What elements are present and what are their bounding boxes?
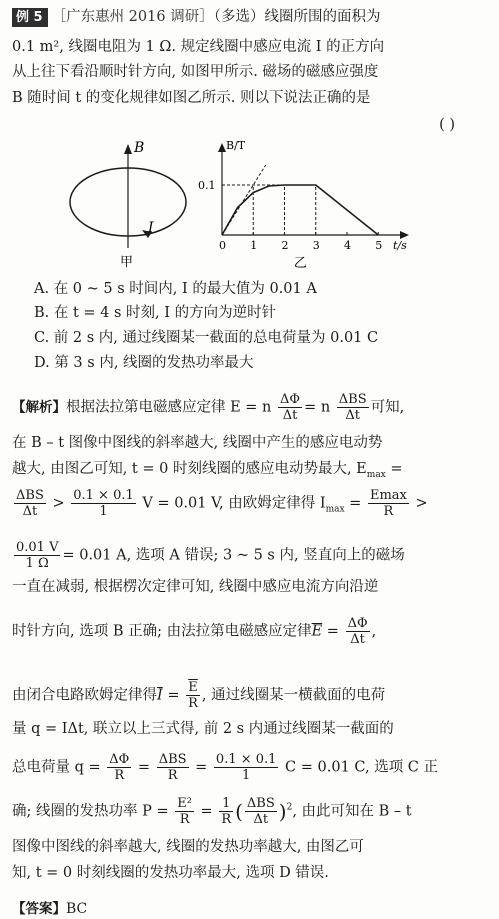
numerator: ΔBS — [16, 488, 44, 503]
solution-line-3 — [12, 460, 489, 484]
solution-line-7: 时针方向, 选项 B 正确; 由法拉第电磁感应定律$\overline{E}$ = $\frac{\Delta\Phi}{\Delta t}$ , — [12, 616, 377, 647]
solution-label: 【解析】 — [12, 399, 66, 416]
fraction — [368, 488, 409, 519]
denominator: Δt — [282, 408, 298, 423]
problem-line-2: 0.1 m², 线圈电阻为 1 Ω. 规定线圈中感应电流 I 的正方向 — [12, 39, 385, 55]
solution-text: C = 0.01 C, 选项 C 正 — [280, 759, 439, 776]
solution-text: = 0.01 A, 选项 A 错误; 3 ~ 5 s 内, 竖直向上的磁场 — [62, 547, 405, 564]
fraction — [157, 752, 189, 783]
denominator: R — [221, 812, 232, 827]
x-tick-label: 2 — [281, 239, 289, 252]
option-c: C. 前 2 s 内, 通过线圈某一截面的总电荷量为 0.01 C — [34, 330, 379, 346]
denominator: 1 Ω — [25, 556, 49, 571]
answer-value: BC — [66, 901, 88, 917]
numerator: ΔΦ — [347, 616, 368, 631]
solution-line-5 — [12, 540, 489, 571]
numerator: 0.01 V — [16, 540, 59, 555]
figure-right-caption: 乙 — [293, 256, 307, 271]
y-axis-arrow — [218, 143, 226, 152]
fraction — [214, 752, 279, 783]
option-b: B. 在 t = 4 s 时刻, I 的方向为逆时针 — [34, 305, 277, 321]
x-tick-label: 4 — [344, 239, 351, 252]
numerator: 1 — [219, 796, 233, 812]
fraction — [245, 796, 277, 827]
numerator: ΔBS — [158, 752, 187, 767]
current-bar: $\overline{I}$ — [157, 687, 163, 704]
solution-line-1 — [12, 392, 489, 423]
denominator: R — [383, 504, 394, 519]
y-axis-label: B/T — [226, 139, 246, 152]
problem-source: ［广东惠州 2016 调研］ — [51, 9, 214, 25]
fraction — [186, 680, 200, 711]
x-tick-label: 0 — [219, 239, 226, 252]
subscript: max — [366, 469, 386, 480]
numerator: ΔBS — [338, 392, 367, 407]
solution-text: = n — [304, 399, 331, 416]
figure-right-chart — [198, 139, 412, 271]
solution-text: 总电荷量 q = — [12, 759, 101, 776]
problem-line-4: B 随时间 t 的变化规律如图乙所示. 则以下说法正确的是 — [12, 90, 371, 106]
x-axis-arrow — [400, 231, 409, 239]
y-tick-label: 0.1 — [198, 179, 216, 192]
fraction — [346, 616, 370, 647]
numerator: 0.1 × 0.1 — [73, 488, 134, 503]
fraction — [14, 540, 60, 571]
solution-line-13: 知, t = 0 时刻线圈的发热功率最大, 选项 D 错误. — [12, 865, 329, 881]
option-d: D. 第 3 s 内, 线圈的发热功率最大 — [34, 355, 254, 371]
numerator: ΔBS — [246, 796, 275, 811]
numerator: Emax — [369, 488, 407, 503]
problem-line-3: 从上往下看沿顺时针方向, 如图甲所示. 磁场的磁感应强度 — [12, 64, 379, 80]
numerator: 0.1 × 0.1 — [215, 752, 277, 767]
denominator: Δt — [350, 632, 365, 647]
fraction — [337, 392, 369, 423]
denominator: R — [179, 812, 190, 827]
solution-line-6: 一直在减弱, 根据楞次定律可知, 线圈中感应电流方向沿逆 — [12, 579, 379, 595]
current-label: I — [148, 220, 154, 236]
figure-left-caption: 甲 — [120, 255, 134, 270]
problem-text-1: （多选）线圈所围的面积为 — [213, 9, 381, 25]
fraction — [219, 796, 233, 827]
solution-line-10: 总电荷量 q = $\frac{\Delta\Phi}{R}$ = $\frac{\text{ΔBS}}{R}$ = $\frac{0.1 \times 0.1}{1}$ C = 0.01 C, 选项 C 正 — [12, 752, 439, 783]
solution-line-2: 在 B – t 图像中图线的斜率越大, 线圈中产生的感应电动势 — [12, 435, 383, 451]
numerator: E² — [177, 796, 192, 811]
solution-line-4: $\frac{\text{ΔBS}}{\Delta t}$ > $\frac{0.1 \times 0.1}{1}$ V = 0.01 V, 由欧姆定律得 $I_{max}$ = $\frac{Emax}{R}$ > — [16, 488, 428, 519]
numerator: $\overline{E}$ — [186, 680, 200, 696]
problem-line-1 — [12, 8, 489, 27]
fraction — [14, 488, 46, 519]
denominator: Δt — [253, 812, 269, 827]
solution-line-9: 量 q = IΔt, 联立以上三式得, 前 2 s 内通过线圈某一截面的 — [12, 721, 394, 737]
denominator: R — [114, 768, 125, 783]
x-axis-label: t/s — [393, 239, 407, 252]
numerator: ΔΦ — [109, 752, 130, 767]
denominator: Δt — [22, 504, 38, 519]
solution-text: 越大, 由图乙可知, t = 0 时刻线圈的感应电动势最大, E — [12, 461, 367, 477]
answer-line — [12, 897, 87, 917]
x-tick-label: 1 — [250, 239, 258, 252]
x-tick-label: 5 — [375, 239, 383, 252]
denominator: Δt — [345, 408, 361, 423]
option-a: A. 在 0 ~ 5 s 时间内, I 的最大值为 0.01 A — [34, 281, 317, 297]
x-tick-label: 3 — [312, 239, 320, 252]
b-axis-label: B — [134, 140, 145, 156]
fraction — [175, 796, 194, 827]
solution-line-8: 由闭合电路欧姆定律得$\overline{I}$ = $\frac{\overline{E}}{R}$ , 通过线圈某一横截面的电荷 — [12, 680, 386, 711]
denominator: 1 — [242, 768, 251, 783]
solution-text: 根据法拉第电磁感应定律 E = n — [66, 399, 272, 416]
solution-text: 可知, — [370, 399, 405, 416]
solution-text: = — [385, 461, 403, 477]
fraction — [278, 392, 302, 423]
subscript: max — [325, 504, 345, 515]
b-t-curve — [222, 185, 378, 235]
answer-blank: ( ) — [439, 117, 455, 133]
denominator: R — [167, 768, 178, 783]
solution-text: 时针方向, 选项 B 正确; 由法拉第电磁感应定律 — [12, 623, 312, 640]
denominator: R — [188, 696, 198, 711]
solution-text: , 由此可知在 B – t — [292, 803, 412, 820]
solution-text: 确; 线圈的发热功率 P = — [12, 803, 169, 820]
solution-text: 由闭合电路欧姆定律得 — [12, 687, 157, 704]
fraction — [107, 752, 131, 783]
solution-text: V = 0.01 V, 由欧姆定律得 I — [137, 495, 326, 512]
denominator: 1 — [99, 504, 108, 519]
solution-line-12: 图像中图线的斜率越大, 线圈的发热功率越大, 由图乙可 — [12, 839, 364, 855]
solution-text: = — [344, 495, 362, 512]
figure-left — [60, 140, 210, 270]
emf-bar: $\overline{E}$ — [311, 623, 323, 640]
solution-line-11: 确; 线圈的发热功率 P = $\frac{\text{E²}}{R}$ = $\frac{1}{R}$ ( $\frac{\text{ΔBS}}{\Delta t}$ )$^2$, 由此可知在 B – t — [12, 796, 412, 827]
answer-label: 【答案】 — [12, 901, 66, 917]
solution-text: , 通过线圈某一横截面的电荷 — [201, 687, 386, 704]
example-tag: 例 5 — [12, 8, 48, 27]
fraction — [71, 488, 136, 519]
numerator: ΔΦ — [280, 392, 301, 407]
